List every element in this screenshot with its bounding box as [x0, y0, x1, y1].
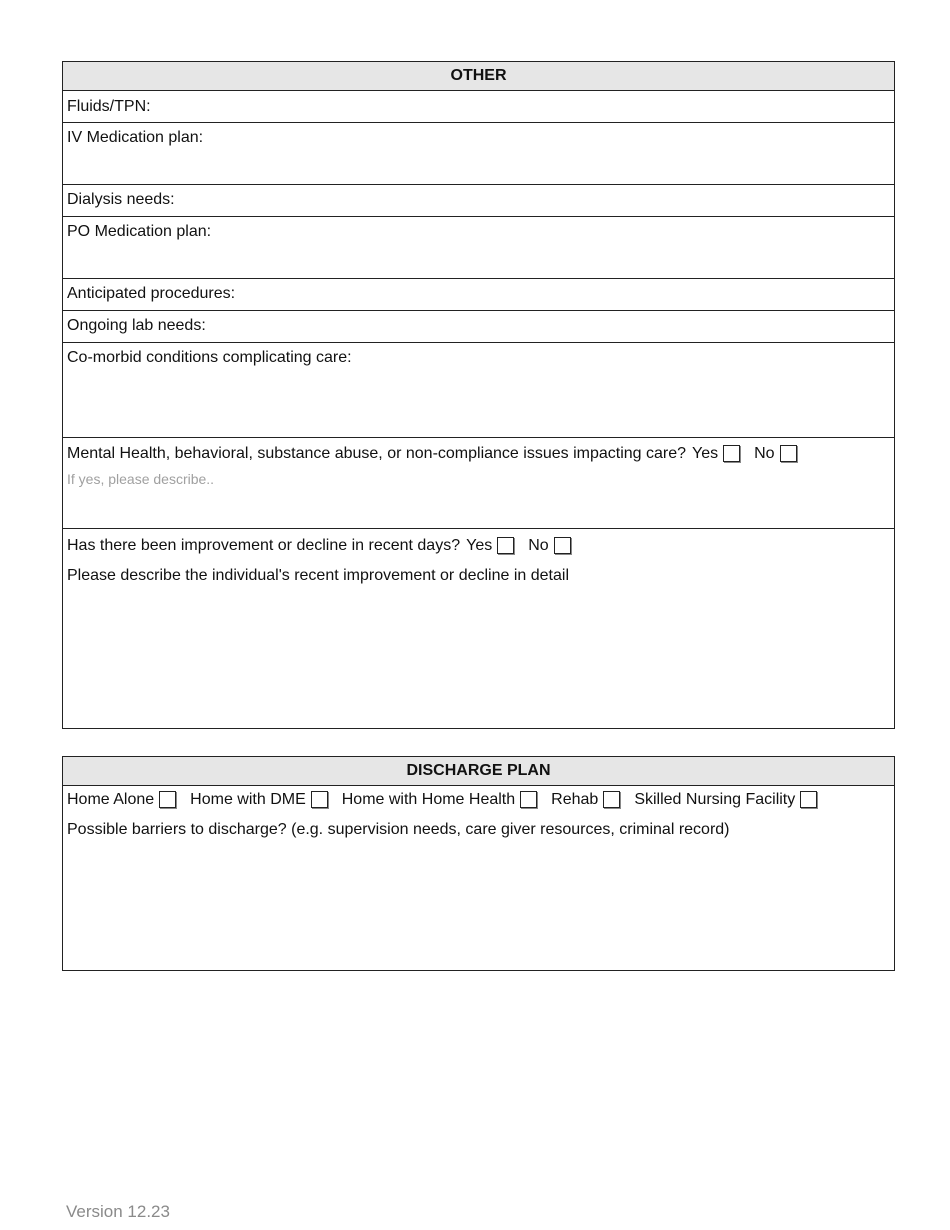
lab-needs-label: Ongoing lab needs:: [67, 317, 206, 334]
discharge-options-row: [63, 786, 894, 951]
fluids-tpn-label: Fluids/TPN:: [67, 98, 151, 115]
iv-medication-label: IV Medication plan:: [67, 129, 204, 146]
snf-label: Skilled Nursing Facility: [634, 791, 796, 808]
po-medication-label: PO Medication plan:: [67, 223, 212, 240]
rehab-checkbox[interactable]: [603, 791, 620, 808]
improvement-yes-checkbox[interactable]: [497, 537, 514, 554]
mental-health-no-checkbox[interactable]: [780, 445, 797, 462]
home-dme-label: Home with DME: [190, 791, 306, 808]
improvement-no-label: No: [528, 537, 549, 554]
snf-checkbox[interactable]: [800, 791, 817, 808]
mental-health-yes-checkbox[interactable]: [723, 445, 740, 462]
discharge-plan-title: DISCHARGE PLAN: [63, 757, 894, 786]
fluids-tpn-field[interactable]: [63, 91, 894, 123]
improvement-describe-label: Please describe the individual's recent improvement or decline in detail: [67, 567, 569, 584]
iv-medication-field[interactable]: [63, 123, 894, 185]
improvement-question: Has there been improvement or decline in recent days?: [67, 537, 461, 554]
improvement-describe-field[interactable]: [67, 567, 890, 584]
mental-health-no-label: No: [754, 445, 775, 462]
discharge-barriers-label: Possible barriers to discharge? (e.g. supervision needs, care giver resources, criminal record): [67, 821, 730, 838]
procedures-label: Anticipated procedures:: [67, 285, 236, 302]
comorbid-field[interactable]: [63, 343, 894, 438]
dialysis-label: Dialysis needs:: [67, 191, 175, 208]
dialysis-field[interactable]: [63, 185, 894, 217]
comorbid-label: Co-morbid conditions complicating care:: [67, 349, 352, 366]
discharge-barriers-field[interactable]: [67, 821, 890, 951]
mental-health-yes-label: Yes: [692, 445, 719, 462]
home-dme-checkbox[interactable]: [311, 791, 328, 808]
discharge-plan-section: [62, 756, 895, 971]
po-medication-field[interactable]: [63, 217, 894, 279]
rehab-label: Rehab: [551, 791, 599, 808]
home-health-label: Home with Home Health: [341, 791, 516, 808]
home-health-checkbox[interactable]: [520, 791, 537, 808]
improvement-yes-label: Yes: [466, 537, 493, 554]
mental-health-describe-input[interactable]: If yes, please describe..: [67, 471, 215, 487]
other-section: [62, 61, 895, 729]
home-alone-label: Home Alone: [67, 791, 155, 808]
improvement-no-checkbox[interactable]: [554, 537, 571, 554]
mental-health-row: [63, 438, 894, 529]
mental-health-question: Mental Health, behavioral, substance abuse, or non-compliance issues impacting care?: [67, 445, 687, 462]
procedures-field[interactable]: [63, 279, 894, 311]
lab-needs-field[interactable]: [63, 311, 894, 343]
other-section-title: OTHER: [63, 62, 894, 91]
version-label: Version 12.23: [66, 1202, 170, 1221]
home-alone-checkbox[interactable]: [159, 791, 176, 808]
improvement-row: [63, 529, 894, 728]
